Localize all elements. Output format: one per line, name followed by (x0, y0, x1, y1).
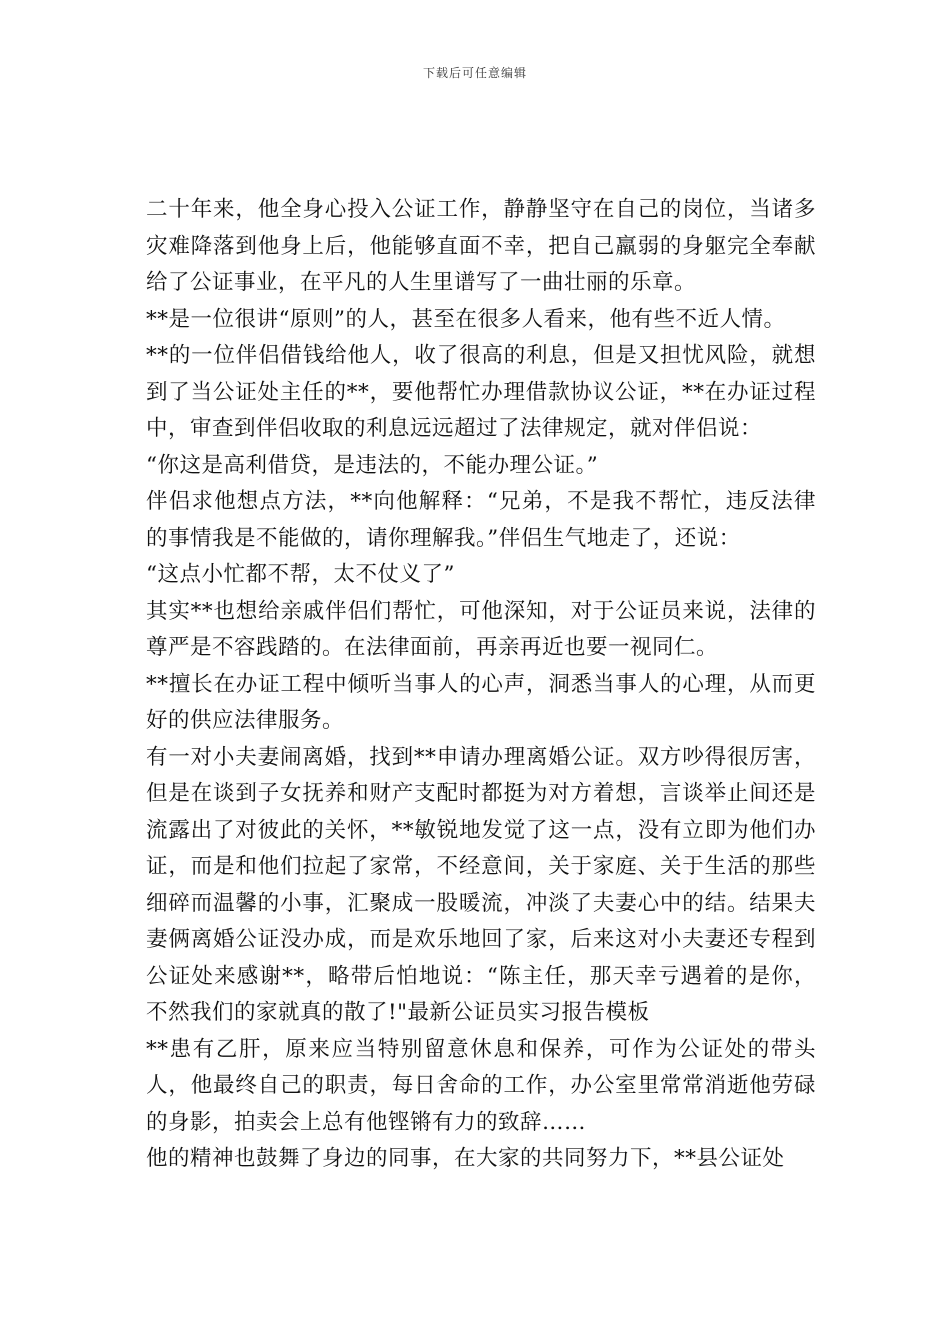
paragraph: 其实**也想给亲戚伴侣们帮忙，可他深知，对于公证员来说，法律的尊严是不容践踏的。在法律面前，再亲再近也要一视同仁。 (146, 598, 816, 660)
document-body (146, 192, 816, 1178)
paragraph: “这点小忙都不帮，太不仗义了” (146, 562, 455, 587)
paragraph: 他的精神也鼓舞了身边的同事，在大家的共同努力下，**县公证处 (146, 1146, 785, 1171)
paragraph: **的一位伴侣借钱给他人，收了很高的利息，但是又担忧风险，就想到了当公证处主任的**，要他帮忙办理借款协议公证，**在办证过程中，审查到伴侣收取的利息远远超过了法律规定，就对伴侣说： (146, 343, 816, 441)
paragraph: “你这是高利借贷，是违法的，不能办理公证。” (146, 452, 599, 478)
paragraph: 二十年来，他全身心投入公证工作，静静坚守在自己的岗位，当诸多灾难降落到他身上后，他能够直面不幸，把自己羸弱的身躯完全奉献给了公证事业，在平凡的人生里谱写了一曲壮丽的乐章。 (146, 197, 816, 295)
paragraph: 伴侣求他想点方法，**向他解释：“兄弟，不是我不帮忙，违反法律的事情我是不能做的，请你理解我。”伴侣生气地走了，还说： (146, 489, 816, 551)
page-header: 下载后可任意编辑 (422, 66, 527, 80)
paragraph: 有一对小夫妻闹离婚，找到**申请办理离婚公证。双方吵得很厉害，但是在谈到子女抚养和财产支配时都挺为对方着想，言谈举止间还是流露出了对彼此的关怀，**敏锐地发觉了这一点，没有立即为他们办证，而是和他们拉起了家常，不经意间，关于家庭、关于生活的那些细碎而温馨的小事，汇聚成一股暖流，冲淡了夫妻心中的结。结果夫妻俩离婚公证没办成，而是欢乐地回了家，后来这对小夫妻还专程到公证处来感谢**，略带后怕地说：“陈主任，那天幸亏遇着的是你，不然我们的家就真的散了!"最新公证员实习报告模板 (146, 744, 816, 1025)
paragraph: **擅长在办证工程中倾听当事人的心声，洞悉当事人的心理，从而更好的供应法律服务。 (146, 671, 816, 733)
paragraph: **患有乙肝，原来应当特别留意休息和保养，可作为公证处的带头人，他最终自己的职责，每日舍命的工作，办公室里常常消逝他劳碌的身影，拍卖会上总有他铿锵有力的致辞…… (146, 1036, 816, 1135)
paragraph: **是一位很讲“原则”的人，甚至在很多人看来，他有些不近人情。 (146, 306, 786, 332)
